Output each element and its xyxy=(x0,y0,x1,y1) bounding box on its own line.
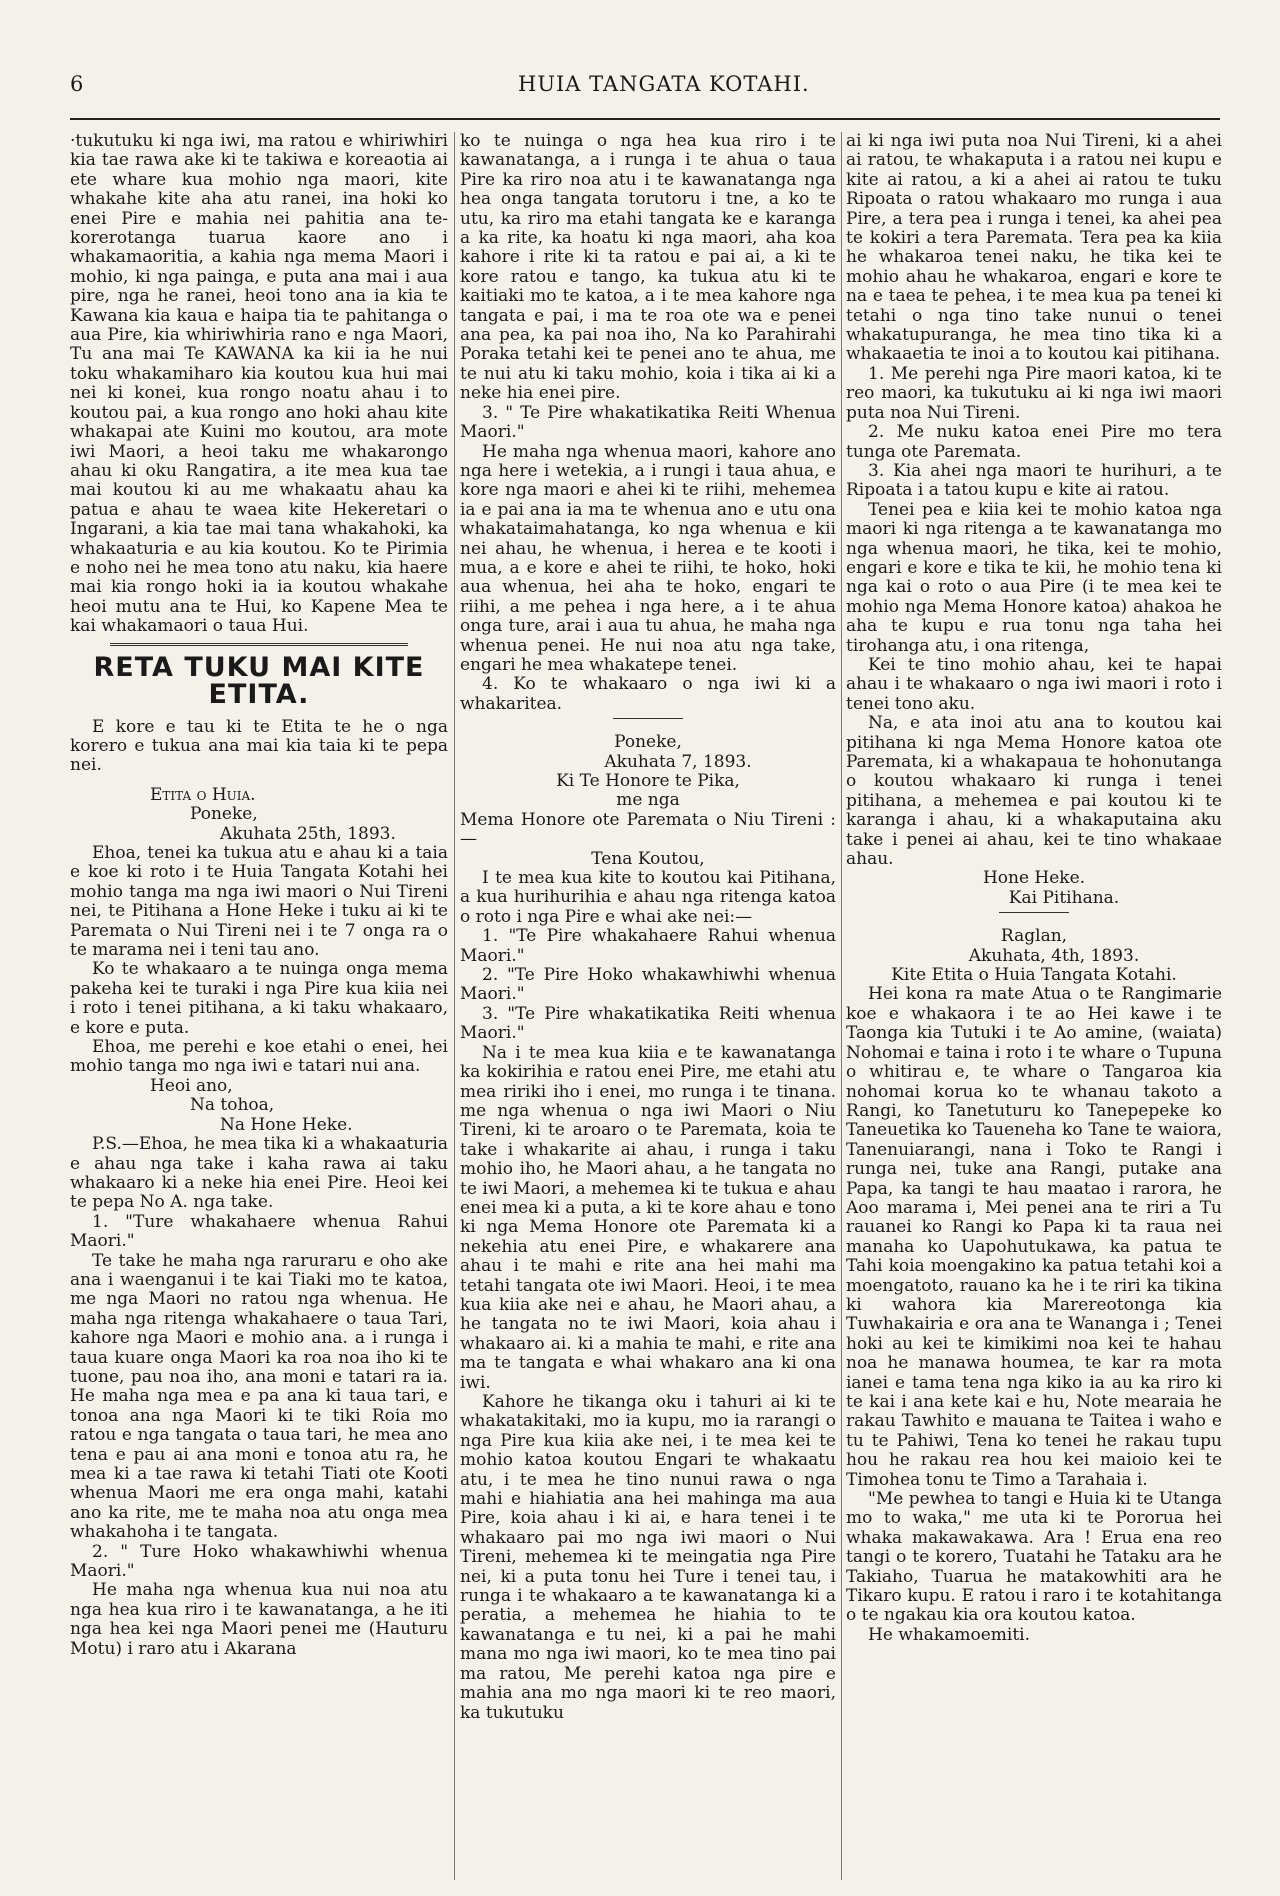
paragraph: Na i te mea kua kiia e te kawanatanga ka kokirihia e ratou enei Pire, me etahi atu mea ririki iho i enei, mo runga i te tinana. me nga whenua o nga iwi Maori o Niu Tireni, ki te aroaro o te Paremata, koia te take i whakarite ai ahau, i runga i taku mohio iho, he Maori ahau, a he tangata no te iwi Maori, a mehemea ki te tukua e ahau enei mea ki a puta, a ki te kore ahau e tono ki nga Mema Honore ote Paremata ki a nekehia atu enei Pire, e whakarere ana ahau i te mahi e rite ana hei mahi ma tetahi tangata ote iwi Maori. Heoi, i te mea kua kiia ake nei e ahau, he Maori ahau, a he tangata no te iwi Maori, koia ahau i whakaaro ai. ki a mahia te mahi, e rite ana ma te tangata e whai whakaro ana ki ona iwi. xyxy=(460,1042,836,1393)
paragraph: He maha nga whenua kua nui noa atu nga hea kua riro i te kawanatanga, a he iti nga hea kei nga Maori penei me (Hauturu Motu) i raro atu i Akarana xyxy=(70,1580,448,1659)
paragraph: Kei te tino mohio ahau, kei te hapai ahau i te whakaaro o nga iwi maori i roto i tenei tono aku. xyxy=(846,654,1222,714)
signature: Hone Heke. xyxy=(982,868,1086,889)
page-header xyxy=(70,72,1218,106)
editorial-note: E kore e tau ki te Etita te he o nga korero e tukua ana mai kia taia ki te pepa nei. xyxy=(70,716,448,776)
letter-date: Akuhata 25th, 1893. xyxy=(220,823,396,844)
column-divider xyxy=(454,132,455,1880)
paragraph: Na, e ata inoi atu ana to koutou kai pitihana ki nga Mema Honore katoa ote Paremata, ki a whakapaua te hohonutanga o koutou whakaaro ki runga i tenei pitihana, a mehemea e pai koutou ki te karanga i ahau, ki a whakaputaina aku take i penei ai ahau, kei te tino whakaae ahau. xyxy=(846,713,1222,870)
column-2 xyxy=(460,132,836,1723)
column-1 xyxy=(70,132,448,1659)
signature: Na Hone Heke. xyxy=(220,1114,353,1135)
letter-place: Raglan, xyxy=(1000,926,1068,947)
header-rule xyxy=(70,118,1220,120)
divider xyxy=(999,912,1069,913)
column-3 xyxy=(846,132,1222,1645)
list-item: 2. " Ture Hoko whakawhiwhi whenua Maori." xyxy=(70,1541,448,1582)
section-divider xyxy=(110,643,408,646)
paragraph: "Me pewhea to tangi e Huia ki te Utanga mo to waka," me uta ki te Pororua hei whaka makawakawa. Ara ! Erua ena reo tangi o te korero, Tuatahi he Tataku ara he Takiaho, Tuarua he matakowhiti ara he Tikaro kupu. E ratou i raro i te kotahitanga o te ngakau kia ora koutou katoa. xyxy=(846,1489,1222,1626)
paragraph: Ehoa, tenei ka tukua atu e ahau ki a taia e koe ki roto i te Huia Tangata Kotahi hei mohio tanga ma nga iwi maori o Nui Tireni nei, te Pitihana a Hone Heke i tuku ai ki te Paremata o Nui Tireni nei i te 7 onga ra o te marama nei i teni tau ano. xyxy=(70,843,448,961)
postscript: P.S.—Ehoa, he mea tika ki a whakaaturia e ahau nga take i kaha rawa ai taku whakaaro ki a neke hia enei Pire. Heoi kei te pepa No A. nga take. xyxy=(70,1134,448,1213)
closing: He whakamoemiti. xyxy=(868,1624,1031,1645)
list-item: 3. " Te Pire whakatikatika Reiti Whenua Maori." xyxy=(460,402,836,443)
letter-place: Poneke, xyxy=(190,804,258,825)
letter-greeting: Tena Koutou, xyxy=(591,848,705,869)
paragraph: I te mea kua kite to koutou kai Pitihana, a kua hurihurihia e ahau nga ritenga katoa o roto i nga Pire e whai ake nei:— xyxy=(460,868,836,927)
letter-date: Akuhata 7, 1893. xyxy=(604,751,752,772)
list-item: 1. Me perehi nga Pire maori katoa, ki te reo maori, ka tukutuku ai ki nga iwi maori puta noa Nui Tireni. xyxy=(846,363,1222,423)
paragraph: He maha nga whenua maori, kahore ano nga here i wetekia, a i rungi i taua ahua, e kore nga maori e ahei ki te riihi, mehemea ia e pai ana ia ma te whenua ano e utu ona whakataimahatanga, ko nga whenua e kii nei ahau, he whenua, i herea e te kooti i mua, a e kore e ahei te riihi, te hoko, hoki aua whenua, hei aha te hoko, engari te riihi, a me pehea i nga here, a i te ahua onga ture, arai i aua tu ahua, he maha nga whenua penei. He nui noa atu nga take, engari he mea whakatepe tenei. xyxy=(460,441,836,675)
paragraph: ko te nuinga o nga hea kua riro i te kawanatanga, a i runga i te ahua o taua Pire ka riro noa atu i te kawanatanga nga hea onga tangata torutoru i tne, a ko te utu, ka riro ma etahi tangata ke e karanga a ka rite, ka hoatu ki nga maori, aha koa kahore i rite ki ta ratou e pai ai, a ki te kore ratou e tango, ka tukua atu ki te kaitiaki mo te katoa, a i te mea kahore nga tangata e pai, i ma te roa ote wa e penei ana pea, ka pai noa iho, Na ko Parahirahi Poraka tetahi kei te penei ano te ahua, me te nui atu ki taku mohio, koia i tika ai ki a neke hia enei pire. xyxy=(460,131,836,404)
paragraph: Tenei pea e kiia kei te mohio katoa nga maori ki nga ritenga a te kawanatanga mo nga whenua maori, he tika, kei te mohio, engari e kore e tika te kii, he mohio tena ki nga kai o roto o aua Pire (i te mea kei te mohio nga Mema Honore katoa) ahakoa he aha te kupu e rua tonu nga taha hei tirohanga atu, i ona ritenga, xyxy=(846,499,1222,656)
paragraph: ·tukutuku ki nga iwi, ma ratou e whiriwhiri kia tae rawa ake ki te takiwa e koreaotia ai ete whare kua mohio nga maori, kite whakahe kite aha atu ranei, ina hoki ko enei Pire e mahia nei pahitia ana te-korerotanga tuarua kaore ano i whakamaoritia, a kahia nga mema Maori i mohio, ki nga painga, e puta ana mai i aua pire, nga he ranei, heoi tono ana ia kia te Kawana kia kaua e haipa tia te pahitanga o aua Pire, kia whiriwhiria rano e nga Maori, Tu ana mai Te KAWANA ka kii ia he nui toku whakamiharo kia koutou kua hui mai nei ki konei, kua rongo noatu ahau i to koutou pai, a kua rongo ano hoki ahau kite whakapai ate Kuini mo koutou, ara mote iwi Maori, a heoi taku me whakarongo ahau ki oku Rangatira, a ite mea kua tae mai koutou ki au me whakaatu ahau ka patua e ahau te waea kite Hekeretari o Ingarani, a kia tae mai tana whakahoki, ka whakaaturia e au kia koutou. Ko te Pirimia e noho nei he mea tono atu naku, kia haere mai kia rongo hoki ia ia koutou whakahe heoi mutu ana te Hui, ko Kapene Mea te kai whakamaori o taua Hui. xyxy=(70,131,448,637)
letter-addressee: Kite Etita o Huia Tangata Kotahi. xyxy=(891,965,1177,986)
list-item: 3. "Te Pire whakatikatika Reiti whenua Maori." xyxy=(460,1003,836,1044)
paragraph: Ehoa, me perehi e koe etahi o enei, hei mohio tanga mo nga iwi e tatari nui ana. xyxy=(70,1037,448,1077)
paragraph: Hei kona ra mate Atua o te Rangimarie koe e whakaora i te ao Hei kawe i te Taonga kia Tutuki i te Ao amine, (waiata) Nohomai e taina i roto i te whare o Tupuna o whitirau e, te whare o Tangaroa kia nohomai korua ko te whanau takoto a Rangi, ko Tanetuturu ko Tanepepeke ko Taneuetika ko Taueneha ko Tane te waiora, Tanenuiarangi, nana i Toko te Rangi i runga nei, tuke ana Rangi, putake ana Papa, ka tangi te hau maatao i rarora, he Aoo marama i, Mei penei ana te riri a Tu rauanei ko Rangi ko Papa ki ta raua nei manaha ko Uapohutukawa, ka patua te Tahi koia moengakino ka patua tetahi koi a moengatoto, rauano ka he i te riri ka tikina ki wahora kia Marereotonga kia Tuwhakairia e ora ana te Wananga i ; Tenei hoki au kei te kimikimi noa kei te hahau noa he manawa houmea, te kar ra mota ianei e tama tena nga kiko ia au ka riro ki te kai i ana kete kai e hu, Note mearaia he rakau Tawhito e mauana te Taitea i waho e tu te Pahiwi, Tena ko tenei he rakau tupu hou he rakau rea hou kei maioio kei te Timohea tonu te Timo a Tarahaia i. xyxy=(846,984,1222,1490)
letter-addressee: Mema Honore ote Paremata o Niu Tireni :— xyxy=(460,809,836,850)
signoff: Na tohoa, xyxy=(190,1095,275,1116)
list-item: 1. "Te Pire whakahaere Rahui whenua Maori." xyxy=(460,926,836,966)
letter-addressee: me nga xyxy=(616,790,680,811)
letter-place: Poneke, xyxy=(614,732,682,753)
column-divider xyxy=(841,132,842,1880)
letter-addressee: Etita o Huia. xyxy=(150,784,256,805)
article-title: RETA TUKU MAI KITE ETITA. xyxy=(93,651,425,710)
paragraph: Ko te whakaaro a te nuinga onga mema pakeha kei te turaki i nga Pire kua kiia nei i roto i tenei pitihana, a ki taku whakaaro, e kore e puta. xyxy=(70,959,448,1038)
page-number: 6 xyxy=(70,72,84,96)
paragraph: ai ki nga iwi puta noa Nui Tireni, ki a ahei ai ratou, te whakaputa i a ratou nei kupu e kite ai ratou, a ki a ahei ai ratou te tuku Ripoata o ratou whakaaro mo runga i aua Pire, a tera pea i runga i tenei, ka ahei pea te kokiri a tera Paremata. Tera pea ka kiia he whakaroa tenei naku, he tika kei te mohio ahau he whakaroa, engari e kore te na e taea te pehea, i te mea kua pa tenei ki tetahi o nga tino take nunui o tenei whakatupuranga, he mea tino tika ki a whakaaetia te inoi a to koutou kai pitihana. xyxy=(846,131,1222,365)
list-item: 2. Me nuku katoa enei Pire mo tera tunga ote Paremata. xyxy=(846,422,1222,462)
signature-title: Kai Pitihana. xyxy=(1008,887,1120,908)
list-item: 1. "Ture whakahaere whenua Rahui Maori." xyxy=(70,1211,448,1252)
paragraph: Te take he maha nga raruraru e oho ake ana i waenganui i te kai Tiaki mo te katoa, me nga Maori no ratou nga whenua. He maha nga ritenga whakahaere o taua Tari, kahore nga Maori e mohio ana. a i runga i taua kuare onga Maori ka roa noa iho ki te tuone, pau noa iho, ana moni e tatari ra ia. He maha nga mea e pa ana ki taua tari, e tonoa ana nga Maori ki te tiki Roia mo ratou e nga tangata o taua tari, he mea ano tena e pau ai ana moni e tonoa atu ra, he mea ki a tae rawa ki tetahi Tiati ote Kooti whenua Maori me era onga mahi, katahi ano ka rite, me te maha noa atu onga mea whakahoha i te tangata. xyxy=(70,1250,448,1543)
list-item: 4. Ko te whakaaro o nga iwi ki a whakaritea. xyxy=(460,674,836,714)
letter-addressee: Ki Te Honore te Pika, xyxy=(556,771,740,791)
list-item: 2. "Te Pire Hoko whakawhiwhi whenua Maori." xyxy=(460,965,836,1005)
signoff: Heoi ano, xyxy=(150,1075,233,1096)
divider xyxy=(613,718,683,719)
paragraph: Kahore he tikanga oku i tahuri ai ki te whakatakitaki, mo ia kupu, mo ia rarangi o nga Pire kua kiia ake nei, i te mea kei te mohio katoa koutou Engari te whakaatu atu, i te mea he tino nunui rawa o nga mahi e hiahiatia ana hei mahinga ma aua Pire, koia ahau i ki ai, e hara tenei i te whakaaro pai mo nga iwi maori o Nui Tireni, mehemea ki te meingatia nga Pire nei, ki a puta tonu hei Ture i tenei tau, i runga i te whakaaro a te kawanatanga ki a peratia, a mehemea he hiahia to te kawanatanga e tu nei, ki a pai he mahi mana mo nga iwi maori, ko te mea tino pai ma ratou, Me perehi katoa nga pire e mahia ana mo nga maori ki te reo maori, ka tukutuku xyxy=(460,1392,836,1723)
list-item: 3. Kia ahei nga maori te hurihuri, a te Ripoata i a tatou kupu e kite ai ratou. xyxy=(846,460,1222,501)
letter-date: Akuhata, 4th, 1893. xyxy=(968,945,1140,966)
newspaper-title: HUIA TANGATA KOTAHI. xyxy=(518,72,810,96)
